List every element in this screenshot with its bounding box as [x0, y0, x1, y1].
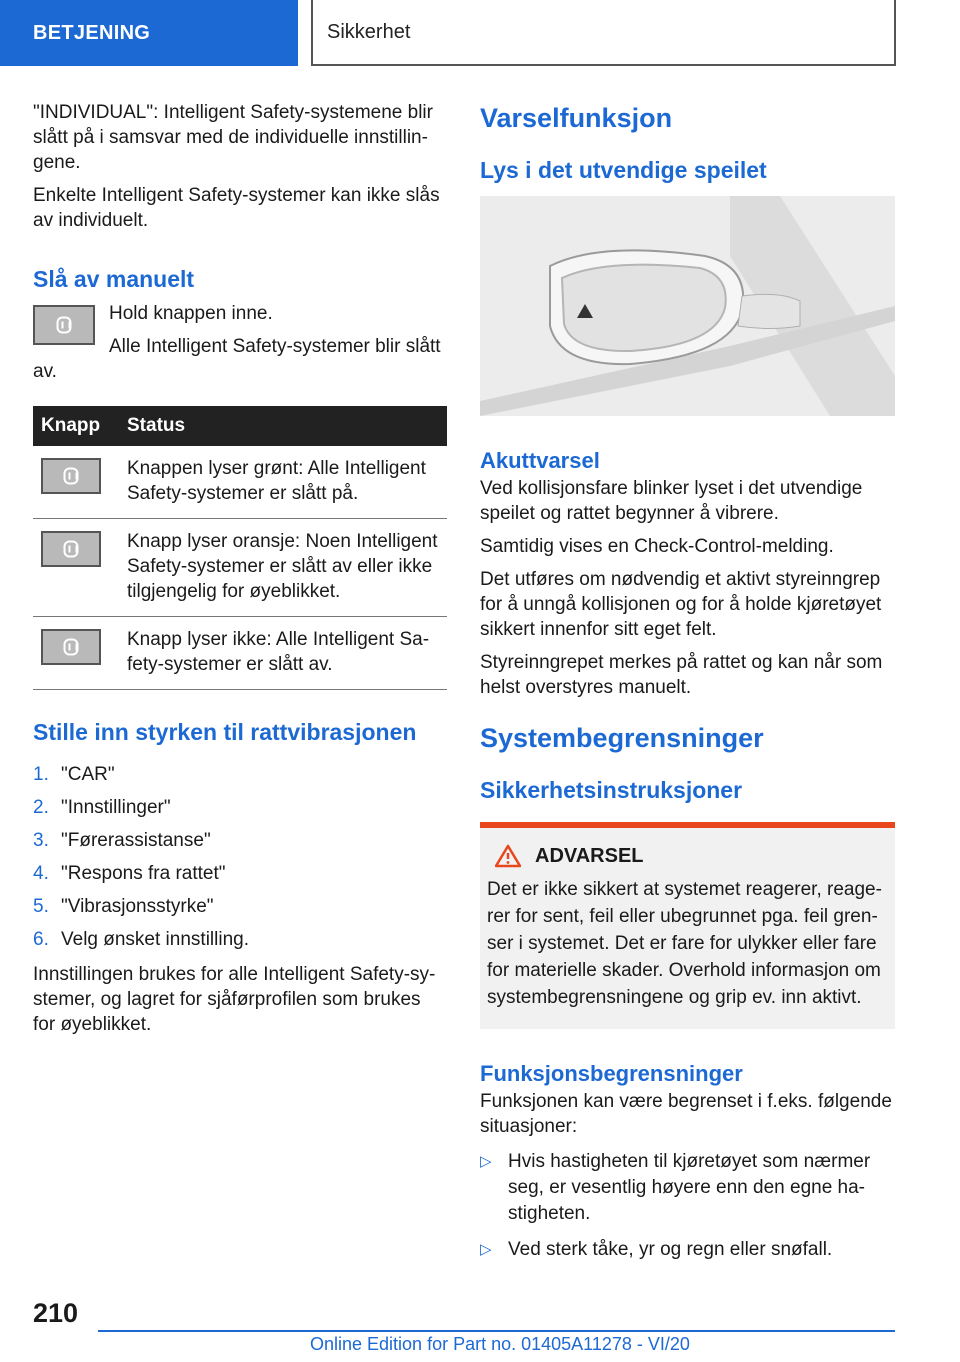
page-header: [0, 0, 960, 66]
acute-p1: Ved kollisjonsfare blinker lyset i det utvendige speilet og rattet begynner å vibrere.: [480, 478, 863, 524]
acute-p4: Styreinngrepet merkes på rattet og kan når som helst overstyres manuelt.: [480, 652, 883, 698]
warning-text: Det er ikke sikkert at systemet reagerer, reage-rer for sent, feil eller ubegrunnet pga. feil gren-ser i systemet. Det er fare for ulykker eller fare for materielle skader. Overhold informasjon om systembegrensningene og grip ev. inn aktivt.: [487, 879, 882, 1008]
button-status-table: [33, 406, 447, 690]
heading-system-limits: Systembegrensninger: [480, 723, 764, 753]
heading-vibration: Stille inn styrken til rattvibrasjonen: [33, 719, 417, 745]
manual-off-p2: Alle Intelligent Safety-systemer blir slått av.: [33, 336, 441, 382]
column-header-button: Knapp: [33, 406, 119, 446]
status-cell: Knapp lyser oransje: Noen Intelligent Safety-systemer er slått av eller ikke tilgjengelig for øyeblikket.: [119, 519, 447, 617]
footer-divider: [98, 1330, 895, 1332]
list-item: 2. "Innstillinger": [33, 797, 171, 818]
edition-note: Online Edition for Part no. 01405A11278 - VI/20: [310, 1334, 690, 1354]
button-off-icon: [41, 629, 101, 665]
list-item: 4. "Respons fra rattet": [33, 863, 226, 884]
status-cell: Knappen lyser grønt: Alle Intelligent Safety-systemer er slått på.: [119, 446, 447, 519]
warning-triangle-icon: [495, 844, 521, 868]
heading-mirror-light: Lys i det utvendige speilet: [480, 157, 767, 183]
warning-box: [480, 822, 895, 1029]
button-green-icon: [41, 458, 101, 494]
section-tab: BETJENING: [0, 0, 298, 66]
status-cell: Knapp lyser ikke: Alle Intelligent Sa-fety-systemer er slått av.: [119, 617, 447, 690]
chapter-tab: Sikkerhet: [311, 0, 896, 66]
manual-off-p1: Hold knappen inne.: [109, 303, 273, 324]
right-column: [480, 100, 895, 1273]
heading-function-limits: Funksjonsbegrensninger: [480, 1061, 743, 1086]
function-limits-p: Funksjonen kan være begrenset i f.eks. følgende situasjoner:: [480, 1091, 892, 1137]
acute-p3: Det utføres om nødvendig et aktivt styreinngrep for å unngå kollisjonen og for å holde kjøretøyet sikkert innenfor sitt eget felt.: [480, 569, 882, 640]
safety-button-icon: [33, 305, 95, 345]
table-row: [33, 519, 447, 617]
list-item: 6. Velg ønsket innstilling.: [33, 929, 249, 950]
left-column: [33, 100, 447, 1045]
heading-acute-warning: Akuttvarsel: [480, 448, 600, 473]
limits-list: [480, 1149, 895, 1263]
list-item: 3. "Førerassistanse": [33, 830, 211, 851]
list-item: 5. "Vibrasjonsstyrke": [33, 896, 214, 917]
acute-p2: Samtidig vises en Check-Control-melding.: [480, 536, 834, 557]
vibration-note: Innstillingen brukes for alle Intelligent Safety-sy-stemer, og lagret for sjåførprofilen som brukes for øyeblikket.: [33, 964, 436, 1035]
table-row: [33, 617, 447, 690]
column-header-status: Status: [119, 406, 447, 446]
heading-warning-function: Varselfunksjon: [480, 103, 673, 133]
heading-safety-instructions: Sikkerhetsinstruksjoner: [480, 777, 743, 803]
intro-paragraph-2: Enkelte Intelligent Safety-systemer kan ikke slås av individuelt.: [33, 185, 440, 231]
button-orange-icon: [41, 531, 101, 567]
bullet-triangle-icon: ▷: [480, 1153, 492, 1170]
side-mirror-illustration: [480, 196, 895, 416]
bullet-triangle-icon: ▷: [480, 1241, 492, 1258]
warning-title: ADVARSEL: [487, 844, 883, 868]
list-item: ▷ Hvis hastigheten til kjøretøyet som nærmer seg, er vesentlig høyere enn den egne ha-stigheten.: [480, 1149, 895, 1227]
manual-off-block: [33, 301, 447, 392]
table-row: [33, 446, 447, 519]
list-item: 1. "CAR": [33, 764, 115, 785]
intro-paragraph-1: "INDIVIDUAL": Intelligent Safety-systemene blir slått på i samsvar med de individuelle innstillin-gene.: [33, 102, 433, 173]
heading-manual-off: Slå av manuelt: [33, 266, 195, 292]
list-item: ▷ Ved sterk tåke, yr og regn eller snøfall.: [480, 1237, 895, 1263]
page-number: 210: [33, 1298, 79, 1328]
steps-list: [33, 758, 447, 956]
